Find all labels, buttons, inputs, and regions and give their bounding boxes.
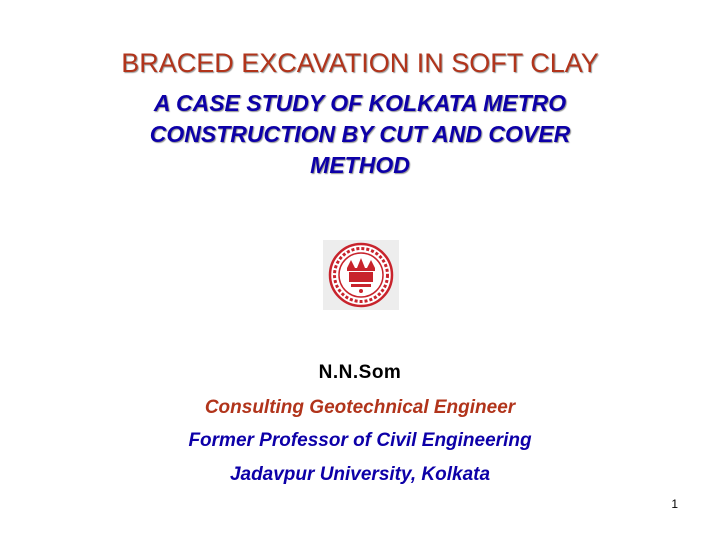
page-number: 1	[671, 497, 678, 511]
subtitle-line-2: CONSTRUCTION BY CUT AND COVER	[149, 121, 571, 147]
university-seal-icon	[323, 240, 399, 310]
subtitle-line-3: METHOD	[310, 152, 410, 178]
subtitle-line-1: A CASE STUDY OF KOLKATA METRO	[153, 90, 567, 116]
author-name: N.N.Som	[318, 362, 402, 383]
slide-title: BRACED EXCAVATION IN SOFT CLAY	[121, 48, 599, 78]
university-logo	[323, 240, 399, 310]
affiliation-line-3: Jadavpur University, Kolkata	[229, 464, 491, 485]
affiliation-line-1: Consulting Geotechnical Engineer	[204, 397, 516, 418]
affiliation-line-2: Former Professor of Civil Engineering	[188, 430, 532, 451]
